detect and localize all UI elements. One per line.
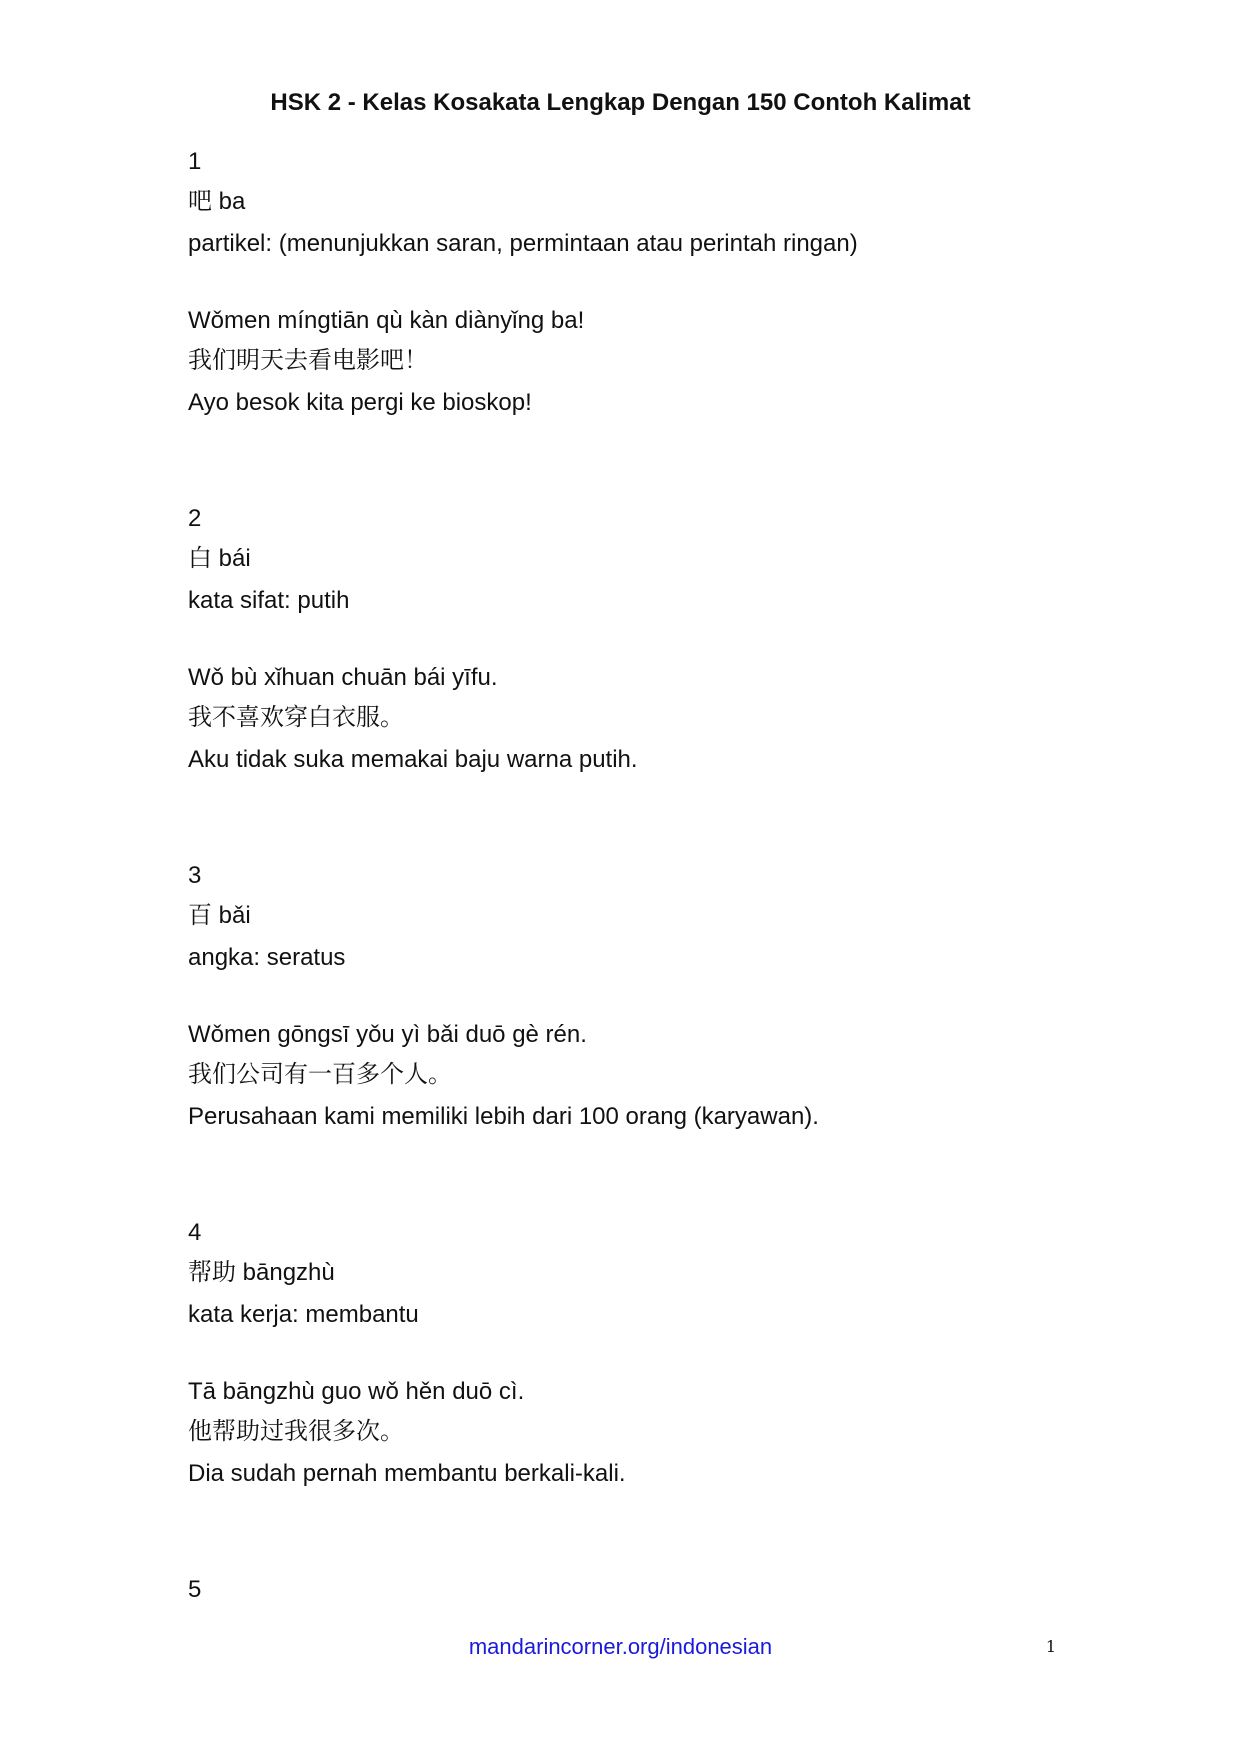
entry-definition: angka: seratus <box>188 944 346 971</box>
entry-definition: kata sifat: putih <box>188 587 350 614</box>
example-chinese: 他帮助过我很多次。 <box>188 1418 404 1445</box>
page-number: 1 <box>1045 1637 1057 1656</box>
entry-definition: partikel: (menunjukkan saran, permintaan atau perintah ringan) <box>188 230 858 257</box>
example-translation: Ayo besok kita pergi ke bioskop! <box>188 389 532 416</box>
entry-number: 1 <box>188 148 202 175</box>
entry-number: 5 <box>188 1576 202 1603</box>
entry-definition: kata kerja: membantu <box>188 1301 419 1328</box>
entry-word: 吧 ba <box>188 188 246 215</box>
entry-number: 4 <box>188 1219 202 1246</box>
example-pinyin: Wǒmen gōngsī yǒu yì bǎi duō gè rén. <box>188 1021 587 1048</box>
example-pinyin: Wǒmen míngtiān qù kàn diànyǐng ba! <box>188 307 585 334</box>
example-translation: Dia sudah pernah membantu berkali-kali. <box>188 1460 626 1487</box>
example-chinese: 我不喜欢穿白衣服。 <box>188 704 404 731</box>
entry-word: 百 bǎi <box>188 902 251 929</box>
example-translation: Aku tidak suka memakai baju warna putih. <box>188 746 638 773</box>
example-chinese: 我们明天去看电影吧！ <box>188 347 428 374</box>
entry-number: 2 <box>188 505 202 532</box>
footer-website-link[interactable]: mandarincorner.org/indonesian <box>468 1634 773 1659</box>
entry-word: 白 bái <box>188 545 251 572</box>
example-translation: Perusahaan kami memiliki lebih dari 100 orang (karyawan). <box>188 1103 819 1130</box>
document-title: HSK 2 - Kelas Kosakata Lengkap Dengan 150 Contoh Kalimat <box>270 89 971 116</box>
example-pinyin: Wǒ bù xǐhuan chuān bái yīfu. <box>188 664 498 691</box>
entry-word: 帮助 bāngzhù <box>188 1259 335 1286</box>
example-pinyin: Tā bāngzhù guo wǒ hěn duō cì. <box>188 1378 525 1405</box>
example-chinese: 我们公司有一百多个人。 <box>188 1061 452 1088</box>
entry-number: 3 <box>188 862 202 889</box>
